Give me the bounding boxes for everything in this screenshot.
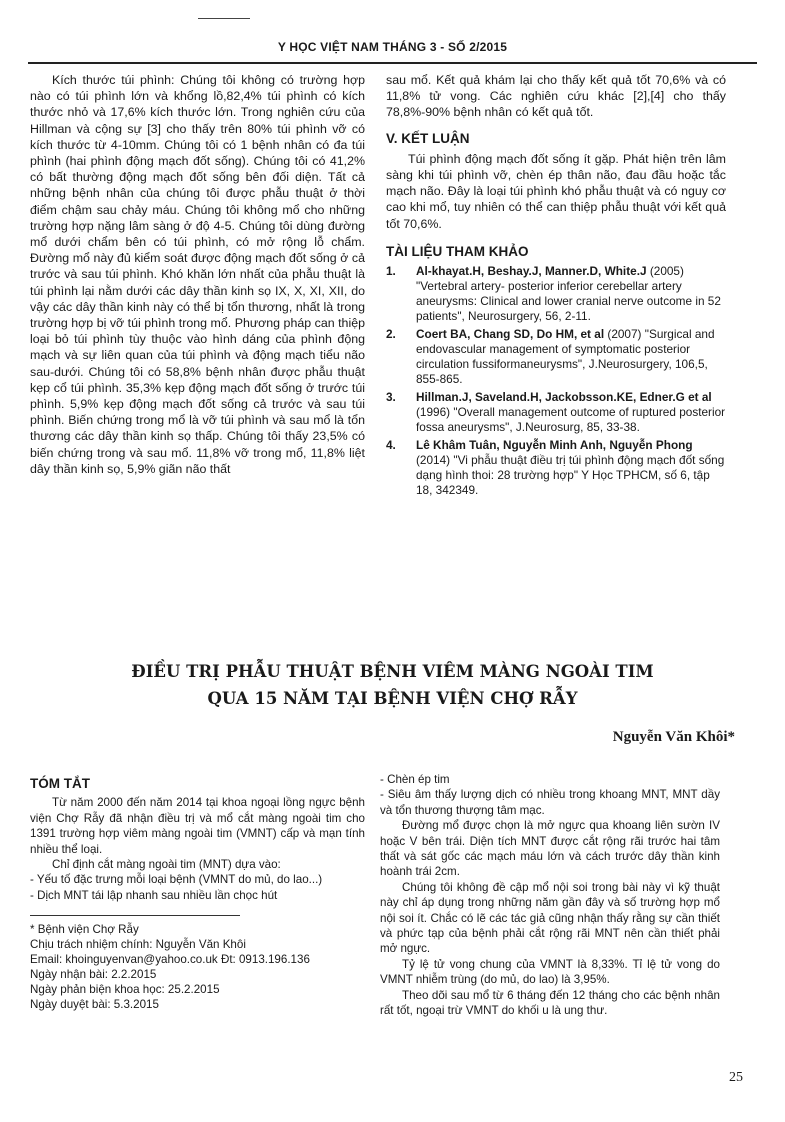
article-left-column bbox=[30, 776, 365, 1012]
article-title-line-2: QUA 15 NĂM TẠI BỆNH VIỆN CHỢ RẪY bbox=[207, 689, 578, 708]
follow-up-paragraph: Theo dõi sau mổ từ 6 tháng đến 12 tháng cho các bệnh nhân rất tốt, ngoại trừ VMNT do khối u là ung thư. bbox=[380, 988, 720, 1018]
summary-heading: TÓM TẮT bbox=[30, 776, 90, 791]
reference-item bbox=[386, 390, 726, 435]
reference-details: (2005) "Vertebral artery- posterior inferior cerebellar artery aneurysms: Clinical and lower cranial nerve outcome in 52 patients", Neurosurgery, 56, 2-11. bbox=[416, 264, 721, 324]
reference-authors: Coert BA, Chang SD, Do HM, et al bbox=[416, 327, 605, 342]
reference-number: 1. bbox=[386, 264, 396, 279]
indication-bullet: - Siêu âm thấy lượng dịch có nhiều trong khoang MNT, MNT dầy và tổn thương thượng tâm mạc. bbox=[380, 788, 720, 817]
footnote-affiliation: * Bệnh viện Chợ Rẫy bbox=[30, 923, 139, 937]
footnote-responsible: Chịu trách nhiệm chính: Nguyễn Văn Khôi bbox=[30, 938, 246, 952]
reference-number: 3. bbox=[386, 390, 396, 405]
indication-bullet: - Yếu tố đặc trưng mỗi loại bệnh (VMNT do mủ, do lao...) bbox=[30, 873, 323, 887]
footnote-contact: Email: khoinguyenvan@yahoo.co.uk Đt: 0913.196.136 bbox=[30, 953, 310, 967]
reference-item bbox=[386, 327, 726, 387]
previous-article-left-column bbox=[30, 72, 365, 477]
top-rule bbox=[198, 18, 250, 19]
footnote-rule bbox=[30, 915, 240, 916]
discussion-paragraph: Kích thước túi phình: Chúng tôi không có trường hợp nào có túi phình lớn và khổng lồ,82,4% túi phình có kích thước nhỏ và 17,6% kích thước lớn. Trong nghiên cứu của Hillman và cộng sự [3] cho thấy trên 80% túi phình vỡ có kích thước từ 4-10mm. Chúng tôi có 1 bệnh nhân có đa túi phình (hai phình động mạch đốt sống). Chúng tôi có 41,2% có bất thường động mạch đốt sống bên đối diện. Tất cả những bệnh nhân của chúng tôi được phẫu thuật ở thời điểm chậm sau chảy máu. Chúng tôi không mổ cho những trường hợp nặng lâm sàng ở độ 4-5. Chúng tôi dùng đường mổ dưới chẩm bên có túi phình, có mở rộng lỗ chẩm. Đường mổ này đủ kiểm soát được động mạch đốt sống ở cả trước và sau túi phình. Khó khăn lớn nhất của phẫu thuật là túi phình lại nằm dưới các dây thần kinh sọ IX, X, XI, XII, do vậy các dây thần kinh này có thể bị tổn thương, nhất là trong trường hợp bị vỡ túi phình trong mổ. Phương pháp can thiệp loại bỏ túi phình tùy thuộc vào hình dáng của phình động mạch và sự liên quan của túi phình và động mạch tiểu não sau-dưới. Chúng tôi có 58,8% bệnh nhân được phẫu thuật kẹp cổ túi phình. 35,3% kẹp động mạch đốt sống ở trước túi phình. 5,9% kẹp động mạch đốt sống cả trước và sau túi phình. Biến chứng trong mổ là vỡ túi phình và sau mổ là tổn thương các dây thần kinh sọ thấp. Chúng tôi thấy 23,5% có biến chứng trong và sau mổ. 11,8% vỡ trong mổ, 11,8% liệt dây thần kinh sọ, 5,9% giãn não thất bbox=[30, 73, 365, 476]
reference-item bbox=[386, 438, 726, 498]
reference-item bbox=[386, 264, 726, 324]
reference-authors: Hillman.J, Saveland.H, Jackobsson.KE, Edner.G et al bbox=[416, 390, 712, 405]
reference-list bbox=[386, 264, 726, 498]
endoscopy-paragraph: Chúng tôi không đề cập mổ nội soi trong bài này vì kỹ thuật này chỉ áp dụng trong những năm gần đây và số trường hợp mổ nội soi ít. Chắc có lẽ các tác giả cũng nhận thấy rằng sự cần thiết và phức tạp của bệnh phải cắt rộng rãi MNT nên cần thiết phải mở ngực. bbox=[380, 880, 720, 956]
reference-authors: Lê Khâm Tuân, Nguyễn Minh Anh, Nguyễn Phong bbox=[416, 438, 693, 453]
header-rule bbox=[28, 62, 757, 64]
indication-bullet: - Chèn ép tim bbox=[380, 773, 450, 786]
references-heading: TÀI LIỆU THAM KHẢO bbox=[386, 243, 529, 259]
footnote-approved-date: Ngày duyệt bài: 5.3.2015 bbox=[30, 998, 159, 1012]
reference-details: (2007) "Surgical and endovascular management of symptomatic posterior circulation fussiformaneurysms", J.Neurosurgery, 106,5, 855-865. bbox=[416, 327, 715, 387]
article-right-column bbox=[380, 772, 720, 1019]
conclusion-heading: V. KẾT LUẬN bbox=[386, 130, 470, 146]
journal-header: Y HỌC VIỆT NAM THÁNG 3 - SỐ 2/2015 bbox=[277, 40, 508, 54]
footnote-received-date: Ngày nhận bài: 2.2.2015 bbox=[30, 968, 157, 982]
article-author: Nguyễn Văn Khôi* bbox=[612, 729, 735, 745]
indication-paragraph: Chỉ định cắt màng ngoài tim (MNT) dựa vào: bbox=[52, 858, 281, 872]
page-number: 25 bbox=[729, 1070, 743, 1085]
surgical-approach-paragraph: Đường mổ được chọn là mở ngực qua khoang liên sườn IV hoặc V bên trái. Diện tích MNT được cắt rộng rãi trước hai tâm thất và sát gốc các mạch máu lớn và cách trước dây thần kinh hoành trái 2cm. bbox=[380, 819, 720, 879]
summary-paragraph: Từ năm 2000 đến năm 2014 tại khoa ngoại lồng ngực bệnh viện Chợ Rẫy đã nhận điều trị và mổ cắt màng ngoài tim cho 1391 trường hợp viêm màng ngoài tim (VMNT) cấp và mạn tính nhiều thể loại. bbox=[30, 796, 365, 856]
article-title-line-1: ĐIỀU TRỊ PHẪU THUẬT BỆNH VIÊM MÀNG NGOÀI TIM bbox=[131, 662, 654, 681]
indication-bullet: - Dịch MNT tái lập nhanh sau nhiều lần chọc hút bbox=[30, 888, 278, 902]
reference-authors: Al-khayat.H, Beshay.J, Manner.D, White.J bbox=[416, 264, 647, 279]
mortality-paragraph: Tỷ lệ tử vong chung của VMNT là 8,33%. Tỉ lệ tử vong do VMNT nhiễm trùng (do mủ, do lao) là 3,95%. bbox=[380, 957, 720, 987]
previous-article-right-column bbox=[386, 72, 726, 501]
reference-details: (2014) "Vi phẫu thuật điều trị túi phình động mạch đốt sống dạng hình thoi: 28 trường hợp" Y Học TPHCM, số 6, tập 18, 342349. bbox=[416, 453, 725, 498]
reference-number: 4. bbox=[386, 438, 396, 453]
footnote-review-date: Ngày phản biện khoa học: 25.2.2015 bbox=[30, 983, 220, 997]
reference-number: 2. bbox=[386, 327, 396, 342]
conclusion-paragraph: Túi phình động mạch đốt sống ít gặp. Phát hiện trên lâm sàng khi túi phình vỡ, chèn ép thân não, đau đầu hoặc tắc mạch não. Đây là loại túi phình khó phẫu thuật và có nguy cơ cao khi mổ, tuy nhiên có thể can thiệp phẫu thuật với kết quả tốt 70,6%. bbox=[386, 151, 726, 231]
discussion-paragraph-end: sau mổ. Kết quả khám lại cho thấy kết quả tốt 70,6% và có 11,8% tử vong. Các nghiên cứu khác [2],[4] cho thấy 78,8%-90% bệnh nhân có kết quả tốt. bbox=[386, 73, 726, 120]
footnote bbox=[30, 922, 365, 1012]
reference-details: (1996) "Overall management outcome of ruptured posterior fossa aneurysms", J.Neurosurg, 85, 33-38. bbox=[416, 405, 726, 435]
